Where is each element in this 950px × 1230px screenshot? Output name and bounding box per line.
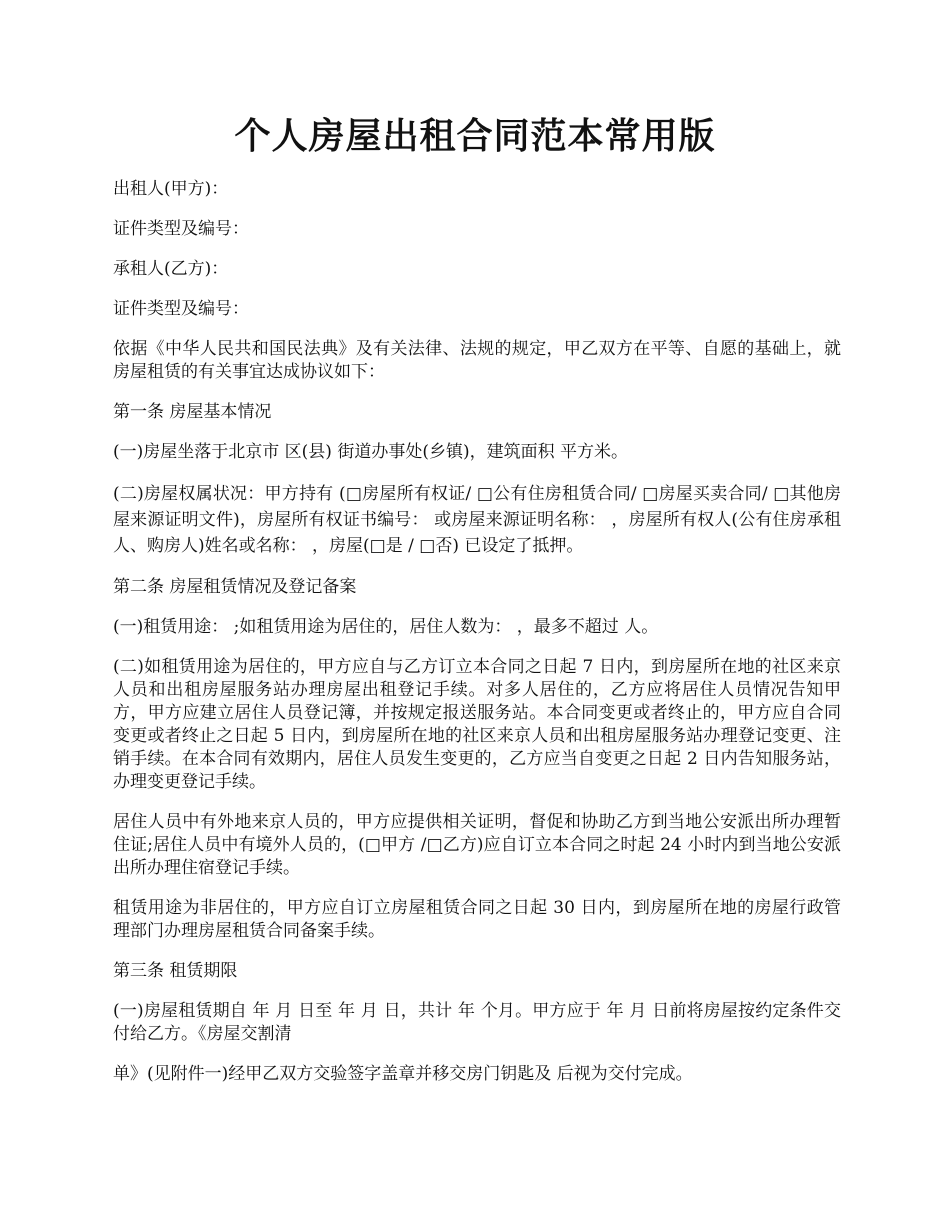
article-3-clause-1-continued: 单》(见附件一)经甲乙双方交验签字盖章并移交房门钥匙及 后视为交付完成。 — [113, 1064, 693, 1084]
article-2-clause-2: (二)如租赁用途为居住的，甲方应自与乙方订立本合同之日起 7 日内，到房屋所在地的社区来京人员和出租房屋服务站办理房屋出租登记手续。对多人居住的，乙方应将居住人员情况告知甲方，甲方应建立居住人员登记簿，并按规定报送服务站。本合同变更或者终止的，甲方应自合同变更或者终止之日起 5 日内，到房屋所在地的社区来京人员和出租房屋服务站办理登记变更、注销手续。在本合同有效期内，居住人员发生变更的，乙方应当自变更之日起 2 日内告知服务站，办理变更登记手续。 — [113, 657, 841, 792]
article-1-clause-1: (一)房屋坐落于北京市 区(县) 街道办事处(乡镇)，建筑面积 平方米。 — [113, 442, 629, 462]
lessor-id-line: 证件类型及编号： — [113, 219, 249, 239]
article-1-clause-2: (二)房屋权属状况：甲方持有 (□房屋所有权证/ □公有住房租赁合同/ □房屋买卖合同/ □其他房屋来源证明文件)，房屋所有权证书编号： 或房屋来源证明名称： ，房屋所有权人(公有住房承租人、购房人)姓名或名称： ，房屋(□是 / □否) 已设定了抵押。 — [113, 484, 841, 556]
article-2-clause-3: 居住人员中有外地来京人员的，甲方应提供相关证明，督促和协助乙方到当地公安派出所办理暂住证;居住人员中有境外人员的，(□甲方 /□乙方)应自订立本合同之时起 24 小时内到当地公安派出所办理住宿登记手续。 — [113, 812, 841, 878]
article-2-clause-4: 租赁用途为非居住的，甲方应自订立房屋租赁合同之日起 30 日内，到房屋所在地的房屋行政管理部门办理房屋租赁合同备案手续。 — [113, 898, 841, 941]
article-2-heading: 第二条 房屋租赁情况及登记备案 — [113, 577, 357, 597]
document-title: 个人房屋出租合同范本常用版 — [234, 115, 716, 157]
document-body — [113, 178, 841, 1103]
article-1-heading: 第一条 房屋基本情况 — [113, 402, 272, 422]
lessee-line: 承租人(乙方)： — [113, 259, 229, 279]
article-3-heading: 第三条 租赁期限 — [113, 961, 238, 981]
article-3-clause-1: (一)房屋租赁期自 年 月 日至 年 月 日，共计 年 个月。甲方应于 年 月 日前将房屋按约定条件交付给乙方。《房屋交割清 — [113, 1001, 841, 1044]
preamble-paragraph: 依据《中华人民共和国民法典》及有关法律、法规的规定，甲乙双方在平等、自愿的基础上，就房屋租赁的有关事宜达成协议如下： — [113, 339, 841, 382]
article-2-clause-1: (一)租赁用途： ;如租赁用途为居住的，居住人数为： ，最多不超过 人。 — [113, 617, 659, 637]
lessor-line: 出租人(甲方)： — [113, 179, 229, 199]
lessee-id-line: 证件类型及编号： — [113, 299, 249, 319]
